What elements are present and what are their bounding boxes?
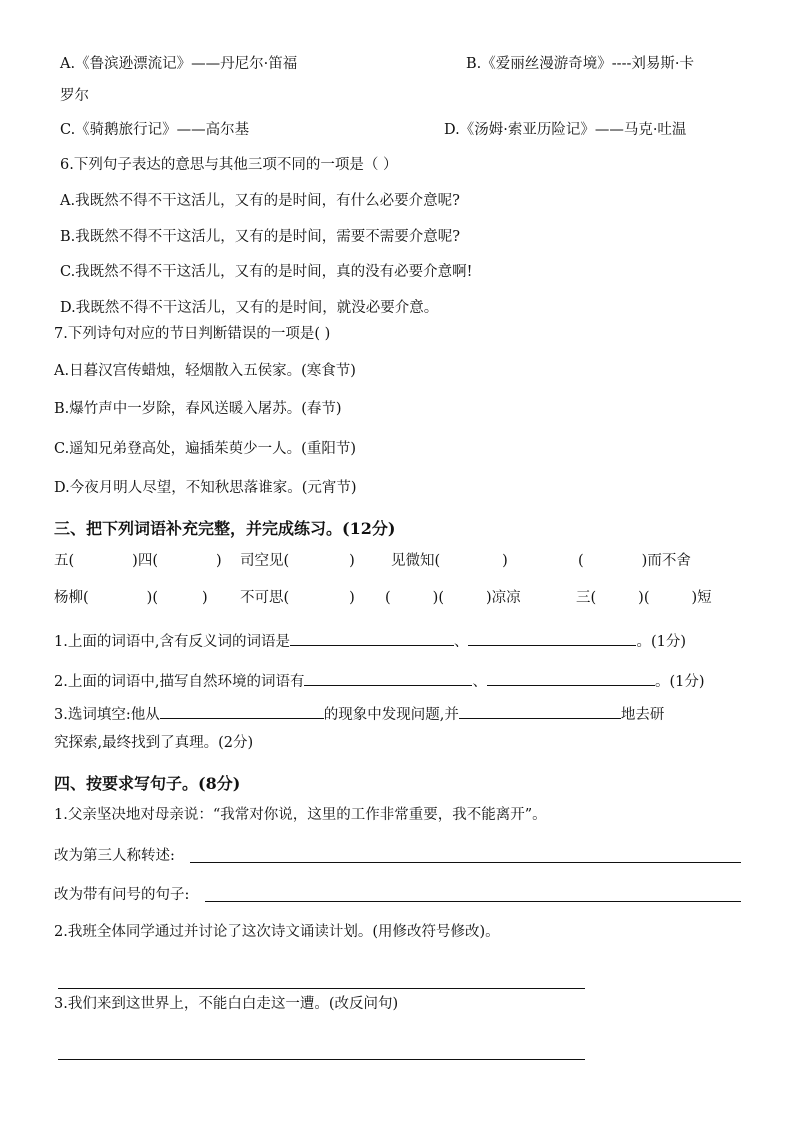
q6-option-d: D.我既然不得不干这活儿，又有的是时间，就没必要介意。 [60,300,439,316]
sec3-q3-blank-1[interactable] [160,704,324,719]
sec3-q1-blank-1[interactable] [290,631,454,646]
q7-option-d: D.今夜月明人尽望，不知秋思落谁家。(元宵节) [54,480,357,496]
sec4-q3: 3.我们来到这世界上，不能白白走这一遭。(改反问句) [54,996,399,1012]
sec4-q1-third-person-label: 改为第三人称转述: [54,848,175,864]
q5-option-d: D.《汤姆·索亚历险记》——马克·吐温 [444,122,687,138]
sec4-q3-answer-line[interactable] [58,1059,585,1060]
idiom-row-1-a: 五( )四( ) [54,553,222,569]
sec4-q2-answer-line[interactable] [58,988,585,989]
q6-stem: 6.下列句子表达的意思与其他三项不同的一项是（ ） [60,157,398,173]
q5-option-b: B.《爱丽丝漫游奇境》----刘易斯·卡 [466,56,694,72]
q6-option-b: B.我既然不得不干这活儿，又有的是时间，需要不需要介意呢? [60,229,461,245]
idiom-row-2-b: 不可思( ) [240,590,355,606]
q5-option-a: A.《鲁滨逊漂流记》——丹尼尔·笛福 [60,56,298,72]
sec3-q2-blank-2[interactable] [487,671,655,686]
q7-option-a: A.日暮汉宫传蜡烛，轻烟散入五侯家。(寒食节) [54,363,356,379]
section-3-title: 三、把下列词语补充完整，并完成练习。(12分) [54,519,396,538]
sec4-q1-third-person-line[interactable] [190,862,741,863]
q5-option-c: C.《骑鹅旅行记》——高尔基 [60,122,250,138]
sec3-q3-continued: 究探索,最终找到了真理。(2分) [54,735,254,751]
sec3-q1-blank-2[interactable] [468,631,636,646]
sec4-q1-question-label: 改为带有问号的句子: [54,887,190,903]
sec3-q3: 3.选词填空:他从 的现象中发现问题,并 地去研 [54,704,664,723]
q7-option-b: B.爆竹声中一岁除，春风送暖入屠苏。(春节) [54,401,342,417]
sec3-q3-blank-2[interactable] [459,704,621,719]
q6-option-a: A.我既然不得不干这活儿，又有的是时间，有什么必要介意呢? [60,193,460,209]
sec3-q2-blank-1[interactable] [304,671,472,686]
sec4-q2: 2.我班全体同学通过并讨论了这次诗文诵读计划。(用修改符号修改)。 [54,924,500,940]
idiom-row-2-d: 三( )( )短 [576,590,712,606]
idiom-row-1-b: 司空见( ) [240,553,355,569]
sec3-q2: 2.上面的词语中,描写自然环境的词语有 、 。(1分) [54,671,705,690]
sec3-q1: 1.上面的词语中,含有反义词的词语是 、 。(1分) [54,631,686,650]
idiom-row-2-a: 杨柳( )( ) [54,590,208,606]
idiom-row-1-c: 见微知( ) [391,553,508,569]
section-4-title: 四、按要求写句子。(8分) [54,774,241,793]
q7-option-c: C.遥知兄弟登高处，遍插茱萸少一人。(重阳节) [54,441,356,457]
idiom-row-2-c: ( )( )凉凉 [385,590,521,606]
q6-option-c: C.我既然不得不干这活儿，又有的是时间，真的没有必要介意啊! [60,264,473,280]
idiom-row-1-d: ( )而不舍 [578,553,691,569]
q7-stem: 7.下列诗句对应的节日判断错误的一项是( ) [54,326,331,342]
q5-option-b-continued: 罗尔 [60,88,89,104]
sec4-q1: 1.父亲坚决地对母亲说：“我常对你说，这里的工作非常重要，我不能离开”。 [54,807,547,823]
sec4-q1-question-line[interactable] [205,901,741,902]
